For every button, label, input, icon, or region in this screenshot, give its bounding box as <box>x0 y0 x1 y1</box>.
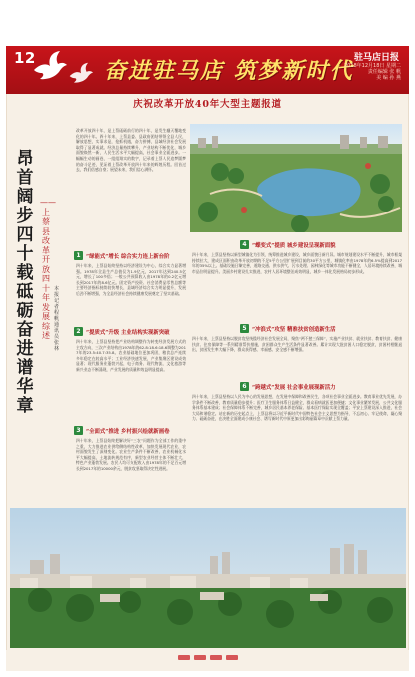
masthead-banner <box>6 46 409 94</box>
decor-dot <box>178 655 190 660</box>
section-4-label: “蝶变式”提质 城乡建设呈现新面貌 <box>252 242 336 249</box>
section-2-text: 四十年来，上蔡县坚持把产业结构调整作为转变经济发展方式的主攻方向，三次产业结构由1978年的62.8:18.6:18.6调整为2017年的23.5:40.7:35.8。农业基础地位更加巩固，粮食总产连续多年稳定在较高水平；工业经济快速发展，产业集聚区建设成效显著；现代服务业蓬勃兴起，电子商务、现代物流、文化旅游等新兴业态不断涌现，产业发展的质量和效益明显提高。 <box>76 339 186 372</box>
section-6-text: 四十年来，上蔡县坚持以人民为中心的发展思想，在发展中保障和改善民生，各项社会事业全面进步。教育事业优先发展，办学条件不断改善，教育质量稳步提升；医疗卫生服务体系日益健全，群众看病就医更加便捷；文化事业繁荣发展，公共文化服务体系基本建成；社会保障体系不断完善，城乡居民基本养老保险、基本医疗保险实现全覆盖；平安上蔡建设深入推进，社会大局和谐稳定。站在新的历史起点上，上蔡县将以习近平新时代中国特色社会主义思想为指导，不忘初心、牢记使命，凝心聚力、砥砺奋进，在决胜全面建成小康社会、谱写新时代中原更加出彩绚丽篇章中贡献上蔡力量。 <box>192 394 402 422</box>
section-number-badge: 5 <box>240 324 249 333</box>
section-4-heading <box>240 240 336 249</box>
section-6-heading <box>240 382 336 391</box>
masthead-title: 奋进驻马店 筑梦新时代 <box>104 58 354 84</box>
section-5-text: 四十年来，上蔡县坚持以脱贫攻坚统揽经济社会发展全局，聚焦“两不愁三保障”，实施产业扶贫、就业扶贫、教育扶贫、健康扶贫、住房保障等一系列精准帮扶措施，贫困群众生产生活条件显著改善。累计实现大批贫困人口稳定脱贫，贫困村相继退出，贫困发生率大幅下降，群众获得感、幸福感、安全感不断增强。 <box>192 336 402 353</box>
dove-icon <box>68 62 94 86</box>
section-3-label: “全面式”推进 乡村振兴绘就新画卷 <box>86 428 170 435</box>
section-3-text: 四十年来，上蔡县始终把解决好“三农”问题作为全部工作的重中之重，大力推进农业供给侧结构性改革，加快发展现代农业，农村面貌发生了深刻变化。农业生产条件不断改善，农业机械化水平大幅提高，土地流转规范有序，新型农业经营主体不断壮大，特色产业蓬勃发展。农民人均可支配收入由1978年的不足百元增长到2017年的10000余元，脱贫攻坚取得决定性进展。 <box>76 438 186 471</box>
headline: 昂首阔步四十载 砥砺奋进谱华章 <box>16 149 34 416</box>
paper-name: 驻马店日报 <box>353 53 399 63</box>
section-number-badge: 3 <box>74 426 83 435</box>
page-number: 12 <box>14 49 36 67</box>
section-2-label: “提质式”升级 主业结构实现新突破 <box>86 329 170 336</box>
section-5-heading <box>240 324 336 333</box>
edition-info: 2018年12月18日 星期二 责任编辑 张 帆 美 编 孙 燕 <box>343 63 401 81</box>
section-number-badge: 2 <box>74 327 83 336</box>
decor-dot <box>194 655 206 660</box>
footer-band <box>6 650 409 671</box>
section-3-heading <box>74 426 170 435</box>
byline: 本报记者 程 帆 通讯员 张 林 <box>54 286 60 352</box>
section-number-badge: 1 <box>74 251 83 260</box>
section-1-label: “绿能式”增长 综合实力连上新台阶 <box>86 253 170 260</box>
footer-decoration <box>178 655 238 660</box>
section-4-text: 四十年来，上蔡县坚持以新型城镇化为引领，统筹推进城乡建设，城乡面貌日新月异。城市规划建设水平不断提升，城市框架持续拉大，建成区面积由改革开放初期的不足5平方公里扩展到目前的30平方公里，城镇化率由1978年的6.5%提高到2017年的35%以上。基础设施日臻完善，道路交通、供水供气、污水处理、园林绿化等城市功能不断健全，人居环境持续改善，城市品位明显提升。美丽乡村建设扎实推进，农村人居环境整治成效明显，城乡一体化发展格局初步形成。 <box>192 252 402 274</box>
city-panorama-photo <box>10 508 406 648</box>
decor-dot <box>226 655 238 660</box>
park-lake-photo <box>190 124 402 232</box>
decor-dot <box>210 655 222 660</box>
section-5-label: “冲浪式”攻坚 精准扶贫创造新生活 <box>252 326 336 333</box>
series-subtitle: 庆祝改革开放40年大型主题报道 <box>133 99 282 110</box>
dek: ——上蔡县改革开放四十年发展综述 <box>40 198 56 340</box>
section-number-badge: 6 <box>240 382 249 391</box>
section-number-badge: 4 <box>240 240 249 249</box>
section-1-heading <box>74 251 170 260</box>
intro-text: 改革开放四十年，是上蔡砥砺前行的四十年，是发生翻天覆地变化的四十年。四十年来，上蔡县委、县政府团结带领全县人民，解放思想，实事求是，抢抓机遇，奋力拼搏，县域经济社会发展取得了显著成就。经济总量持续攀升，产业结构不断优化，城乡面貌焕然一新，人民生活水平大幅提高，社会事业全面进步。一幅幅生动的画卷，一组组翔实的数字，记录着上蔡人民追梦圆梦的奋斗足迹，见证着上蔡改革开放四十年来的辉煌历程。回首过去，我们倍感自豪；展望未来，我们信心满怀。 <box>76 128 186 173</box>
dove-icon <box>32 50 68 84</box>
section-6-label: “跨越式”发展 社会事业展现新活力 <box>252 384 336 391</box>
section-1-text: 四十年来，上蔡县始终坚持以经济建设为中心，综合实力显著增强。1978年全县生产总值仅为1.9亿元，2017年达到240.5亿元，增长了100多倍；一般公共预算收入由1978年的0.2亿元增长到2017年的8.6亿元。固定资产投资、社会消费品零售总额等主要经济指标持续较快增长，县域经济综合实力明显提升，发展后劲不断增强，为全县经济社会持续健康发展奠定了坚实基础。 <box>76 263 186 296</box>
section-2-heading <box>74 327 170 336</box>
